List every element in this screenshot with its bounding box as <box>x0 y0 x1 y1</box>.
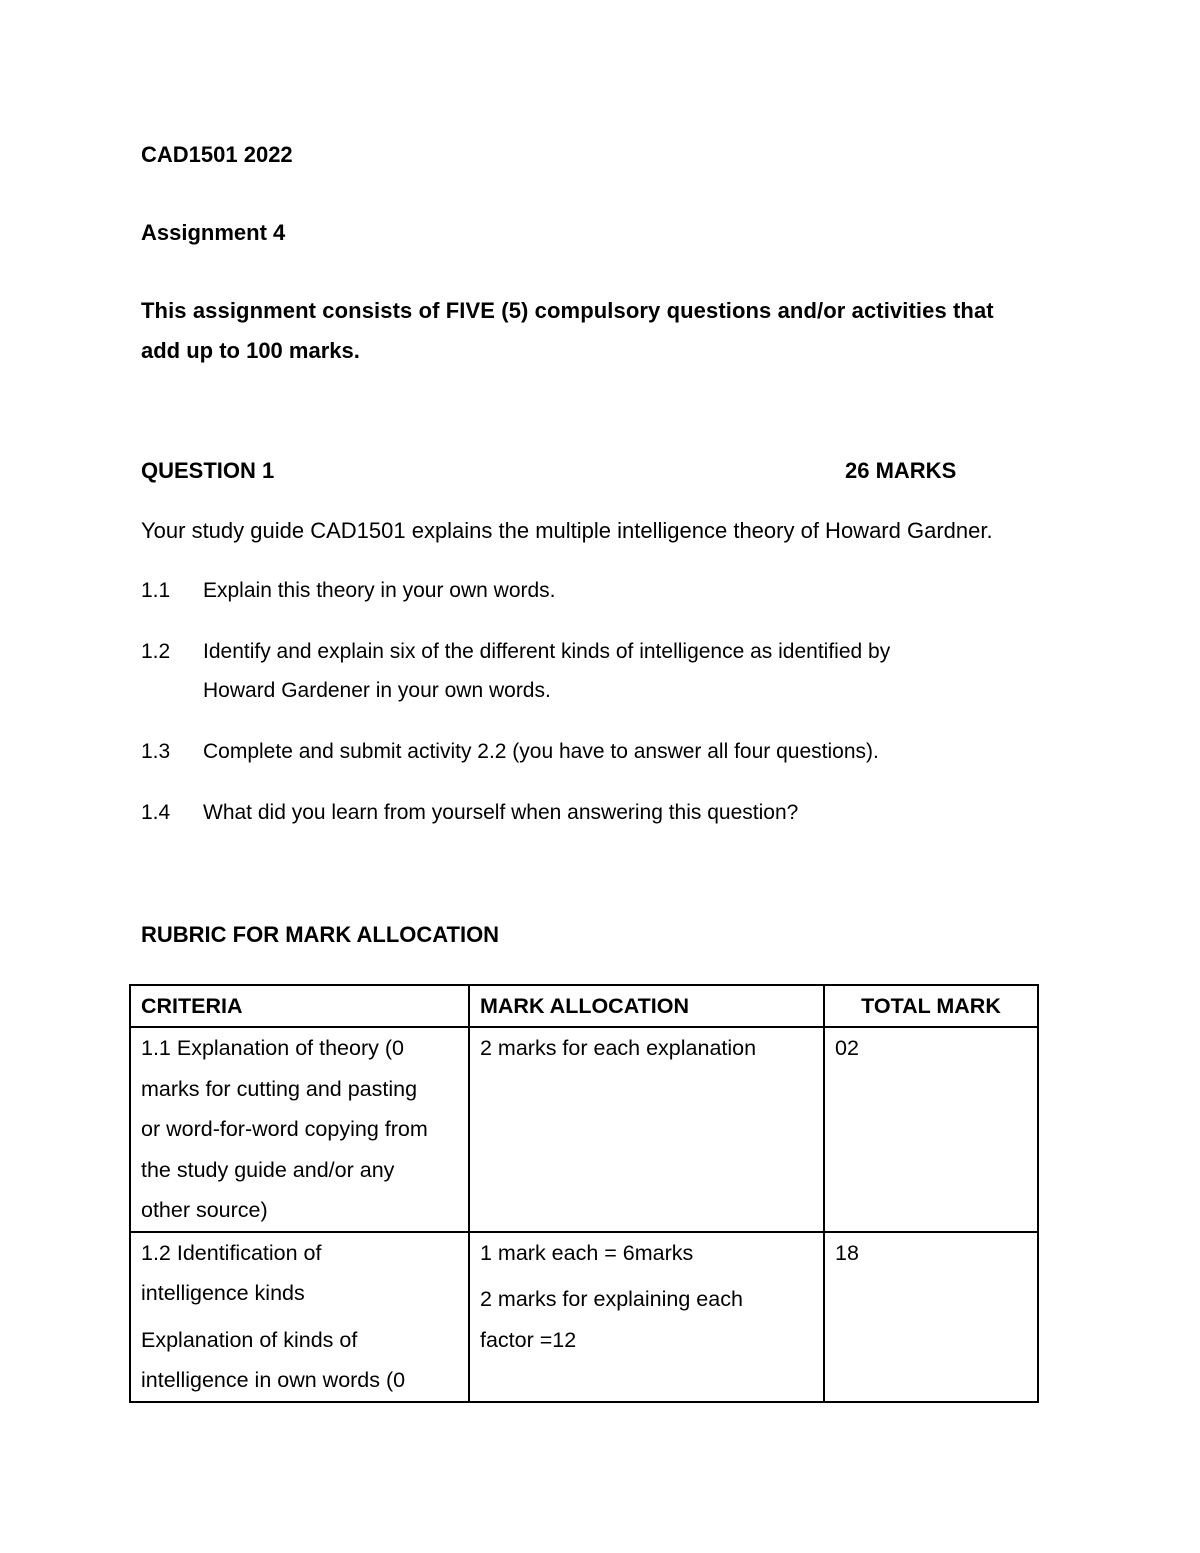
rubric-heading: RUBRIC FOR MARK ALLOCATION <box>141 922 500 947</box>
criteria-line: marks for cutting and pasting <box>141 1076 418 1101</box>
criteria-line: 1.1 Explanation of theory (0 <box>141 1036 404 1060</box>
allocation-line: 2 marks for explaining each <box>480 1287 743 1311</box>
rubric-header-row <box>130 985 1038 1027</box>
allocation-cell <box>469 1232 824 1402</box>
total-value: 18 <box>835 1240 859 1265</box>
rubric-row <box>130 1232 1038 1402</box>
item-text: What did you learn from yourself when answering this question? <box>203 801 799 824</box>
criteria-line: intelligence in own words (0 <box>141 1368 406 1392</box>
allocation-line: 1 mark each = 6marks <box>480 1240 694 1265</box>
allocation-line: 2 marks for each explanation <box>480 1036 757 1060</box>
total-cell <box>824 1027 1038 1232</box>
criteria-line: or word-for-word copying from <box>141 1117 428 1141</box>
column-header-total-mark: TOTAL MARK <box>824 985 1038 1027</box>
criteria-line: 1.2 Identification of <box>141 1240 322 1265</box>
allocation-line: factor =12 <box>480 1327 577 1352</box>
assignment-intro-line-2: add up to 100 marks. <box>141 338 360 363</box>
criteria-cell <box>130 1232 469 1402</box>
item-text: Identify and explain six of the different kinds of intelligence as identified by <box>203 640 891 663</box>
item-number: 1.1 <box>141 579 171 602</box>
item-text-continued: Howard Gardener in your own words. <box>203 679 551 702</box>
total-value: 02 <box>835 1036 859 1060</box>
rubric-row <box>130 1027 1038 1232</box>
total-cell <box>824 1232 1038 1402</box>
criteria-line: the study guide and/or any <box>141 1157 395 1182</box>
question-heading: QUESTION 1 <box>141 458 275 483</box>
criteria-line: intelligence kinds <box>141 1281 305 1305</box>
question-marks: 26 MARKS <box>845 458 957 483</box>
question-intro: Your study guide CAD1501 explains the multiple intelligence theory of Howard Gardner. <box>141 518 993 543</box>
criteria-line: other source) <box>141 1198 268 1222</box>
column-header-criteria: CRITERIA <box>130 985 469 1027</box>
item-text: Explain this theory in your own words. <box>203 579 556 602</box>
item-number: 1.2 <box>141 640 171 663</box>
assignment-title: Assignment 4 <box>141 220 286 245</box>
item-number: 1.3 <box>141 740 171 763</box>
column-header-mark-allocation: MARK ALLOCATION <box>469 985 824 1027</box>
item-number: 1.4 <box>141 801 171 824</box>
criteria-cell <box>130 1027 469 1232</box>
rubric-table <box>129 984 1039 1403</box>
allocation-cell <box>469 1027 824 1232</box>
criteria-line: Explanation of kinds of <box>141 1327 358 1352</box>
item-text: Complete and submit activity 2.2 (you have to answer all four questions). <box>203 740 879 763</box>
course-code: CAD1501 2022 <box>141 142 293 167</box>
assignment-intro-line-1: This assignment consists of FIVE (5) compulsory questions and/or activities that <box>141 298 994 323</box>
